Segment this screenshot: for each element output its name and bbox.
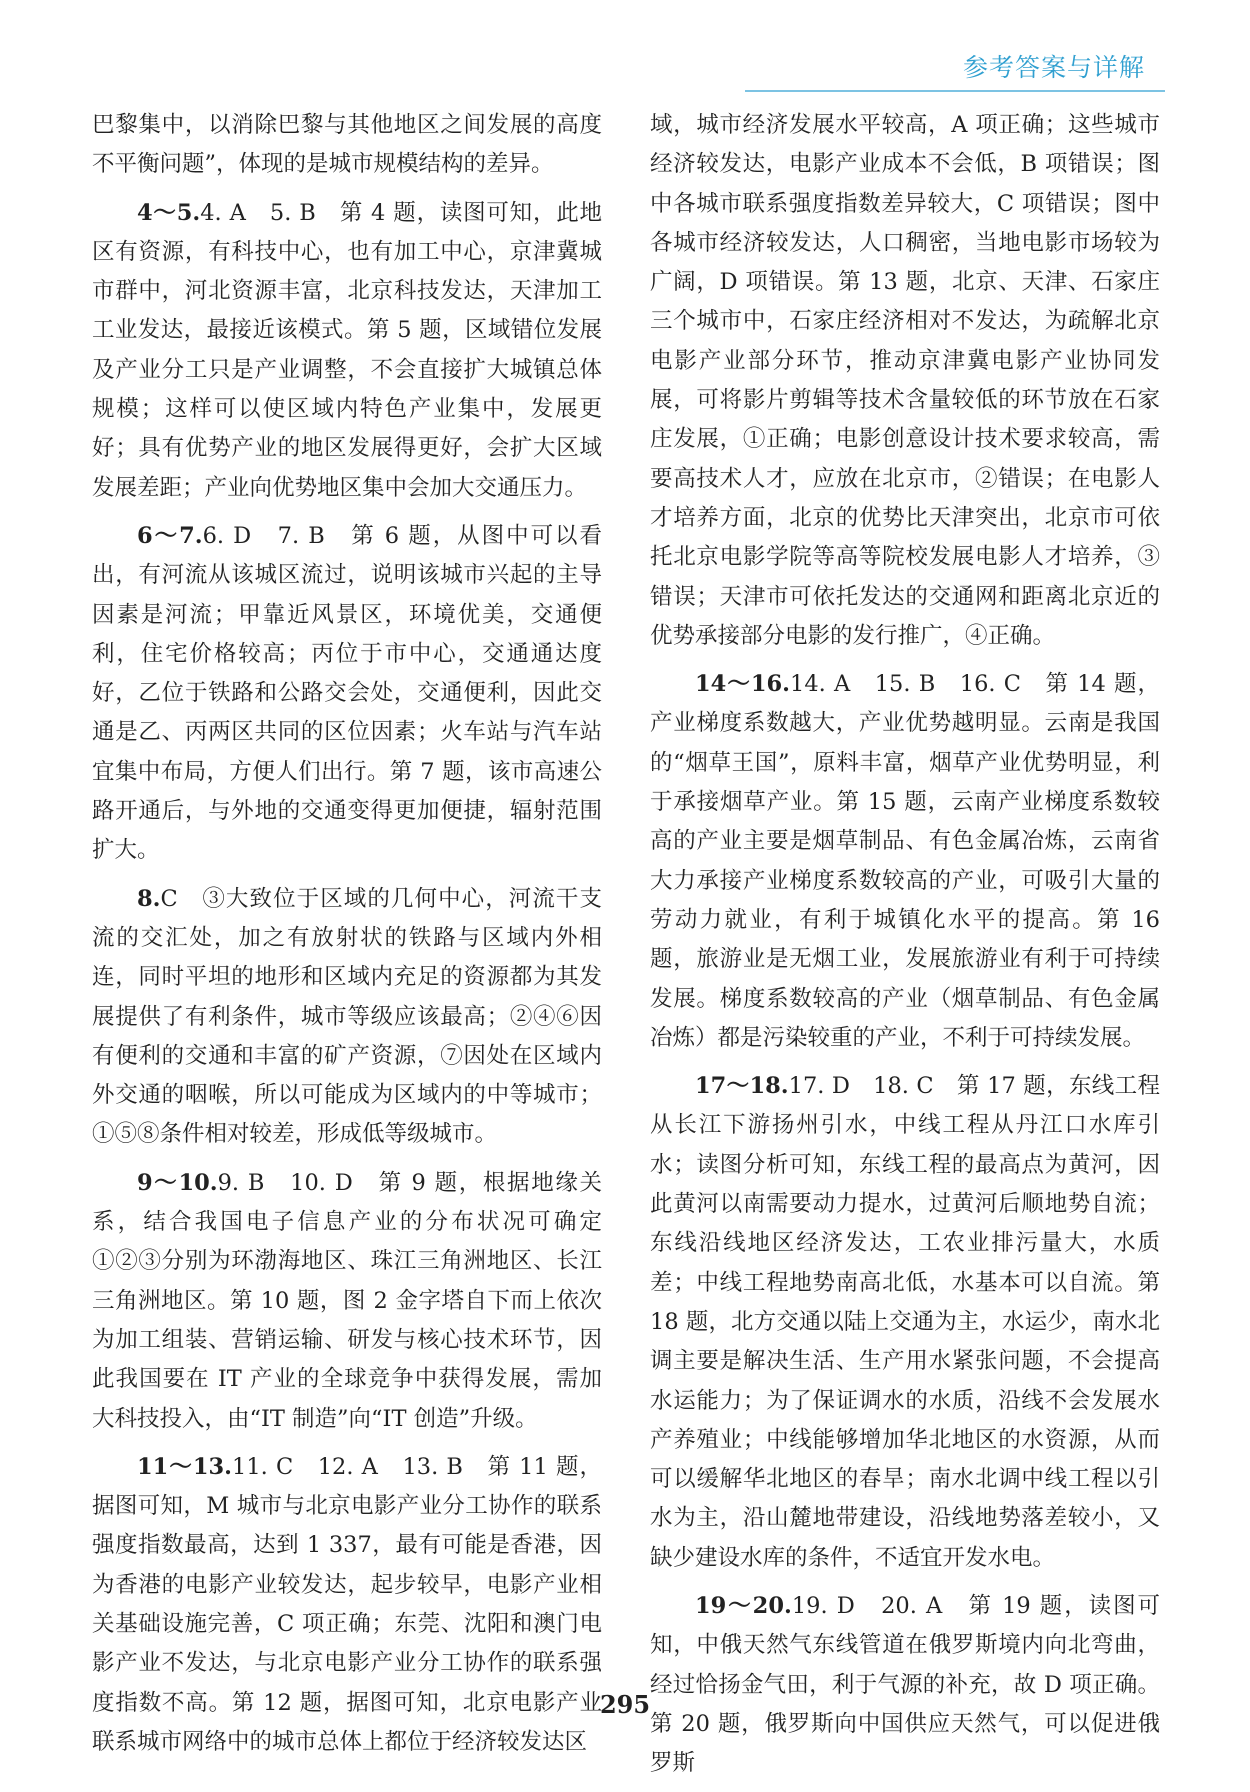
header-title: 参考答案与详解 [962,53,1145,82]
answer-paragraph: 9～10.9. B 10. D 第 9 题，根据地缘关系，结合我国电子信息产业的分布状况可确定①②③分别为环渤海地区、珠江三角洲地区、长江三角洲地区。第 10 题，图 2 金字塔自下而上依次为加工组装、营销运输、研发与核心技术环节，因此我国要在 IT 产业的全球竞争中获得发展，需加大科技投入，由“IT 制造”向“IT 创造”升级。 [92,1169,602,1432]
answer-paragraph: 巴黎集中，以消除巴黎与其他地区之间发展的高度不平衡问题”，体现的是城市规模结构的差异。 [92,112,602,178]
answer-paragraph: 域，城市经济发展水平较高，A 项正确；这些城市经济较发达，电影产业成本不会低，B 项错误；图中各城市联系强度指数差异较大，C 项错误；图中各城市经济较发达，人口稠密，当地电影市场较为广阔，D 项错误。第 13 题，北京、天津、石家庄三个城市中，石家庄经济相对不发达，为疏解北京电影产业部分环节，推动京津冀电影产业协同发展，可将影片剪辑等技术含量较低的环节放在石家庄发展，①正确；电影创意设计技术要求较高，需要高技术人才，应放在北京市，②错误；在电影人才培养方面，北京的优势比天津突出，北京市可依托北京电影学院等高等院校发展电影人才培养，③错误；天津市可依托发达的交通网和距离北京近的优势承接部分电影的发行推广，④正确。 [650,112,1160,649]
answer-paragraph: 4～5.4. A 5. B 第 4 题，读图可知，此地区有资源，有科技中心，也有加工中心，京津冀城市群中，河北资源丰富，北京科技发达，天津加工工业发达，最接近该模式。第 5 题，区域错位发展及产业分工只是产业调整，不会直接扩大城镇总体规模；这样可以使区域内特色产业集中，发展更好；具有优势产业的地区发展得更好，会扩大区域发展差距；产业向优势地区集中会加大交通压力。 [92,199,602,501]
answer-paragraph: 8.C ③大致位于区域的几何中心，河流干支流的交汇处，加之有放射状的铁路与区域内外相连，同时平坦的地形和区域内充足的资源都为其发展提供了有利条件，城市等级应该最高；②④⑥因有便利的交通和丰富的矿产资源，⑦因处在区域内外交通的咽喉，所以可能成为区域内的中等城市；①⑤⑧条件相对较差，形成低等级城市。 [92,885,602,1148]
right-column [650,106,1160,1792]
answer-paragraph: 6～7.6. D 7. B 第 6 题，从图中可以看出，有河流从该城区流过，说明该城市兴起的主导因素是河流；甲靠近风景区，环境优美，交通便利，住宅价格较高；丙位于市中心，交通通达度好，乙位于铁路和公路交会处，交通便利，因此交通是乙、丙两区共同的区位因素；火车站与汽车站宜集中布局，方便人们出行。第 7 题，该市高速公路开通后，与外地的交通变得更加便捷，辐射范围扩大。 [92,522,602,864]
answer-paragraph: 14～16.14. A 15. B 16. C 第 14 题，产业梯度系数越大，产业优势越明显。云南是我国的“烟草王国”，原料丰富，烟草产业优势明显，利于承接烟草产业。第 15 题，云南产业梯度系数较高的产业主要是烟草制品、有色金属冶炼，云南省大力承接产业梯度系数较高的产业，可吸引大量的劳动力就业，有利于城镇化水平的提高。第 16 题，旅游业是无烟工业，发展旅游业有利于可持续发展。梯度系数较高的产业（烟草制品、有色金属冶炼）都是污染较重的产业，不利于可持续发展。 [650,671,1160,1051]
page-header [963,48,1145,84]
page-number: 295 [599,1690,651,1719]
answer-paragraph: 19～20.19. D 20. A 第 19 题，读图可知，中俄天然气东线管道在俄罗斯境内向北弯曲，经过恰扬金气田，利于气源的补充，故 D 项正确。第 20 题，俄罗斯向中国供应天然气，可以促进俄罗斯 [650,1592,1160,1777]
answer-paragraph: 11～13.11. C 12. A 13. B 第 11 题，据图可知，M 城市与北京电影产业分工协作的联系强度指数最高，达到 1 337，最有可能是香港，因为香港的电影产业较发达，起步较早，电影产业相关基础设施完善，C 项正确；东莞、沈阳和澳门电影产业不发达，与北京电影产业分工协作的联系强度指数不高。第 12 题，据图可知，北京电影产业联系城市网络中的城市总体上都位于经济较发达区 [92,1453,602,1755]
answer-paragraph: 17～18.17. D 18. C 第 17 题，东线工程从长江下游扬州引水，中线工程从丹江口水库引水；读图分析可知，东线工程的最高点为黄河，因此黄河以南需要动力提水，过黄河后顺地势自流；东线沿线地区经济发达，工农业排污量大，水质差；中线工程地势南高北低，水基本可以自流。第 18 题，北方交通以陆上交通为主，水运少，南水北调主要是解决生活、生产用水紧张问题，不会提高水运能力；为了保证调水的水质，沿线不会发展水产养殖业；中线能够增加华北地区的水资源，从而可以缓解华北地区的春旱；南水北调中线工程以引水为主，沿山麓地带建设，沿线地势落差较小，又缺少建设水库的条件，不适宜开发水电。 [650,1073,1160,1571]
left-column [92,106,602,1771]
header-rule [745,90,1165,92]
